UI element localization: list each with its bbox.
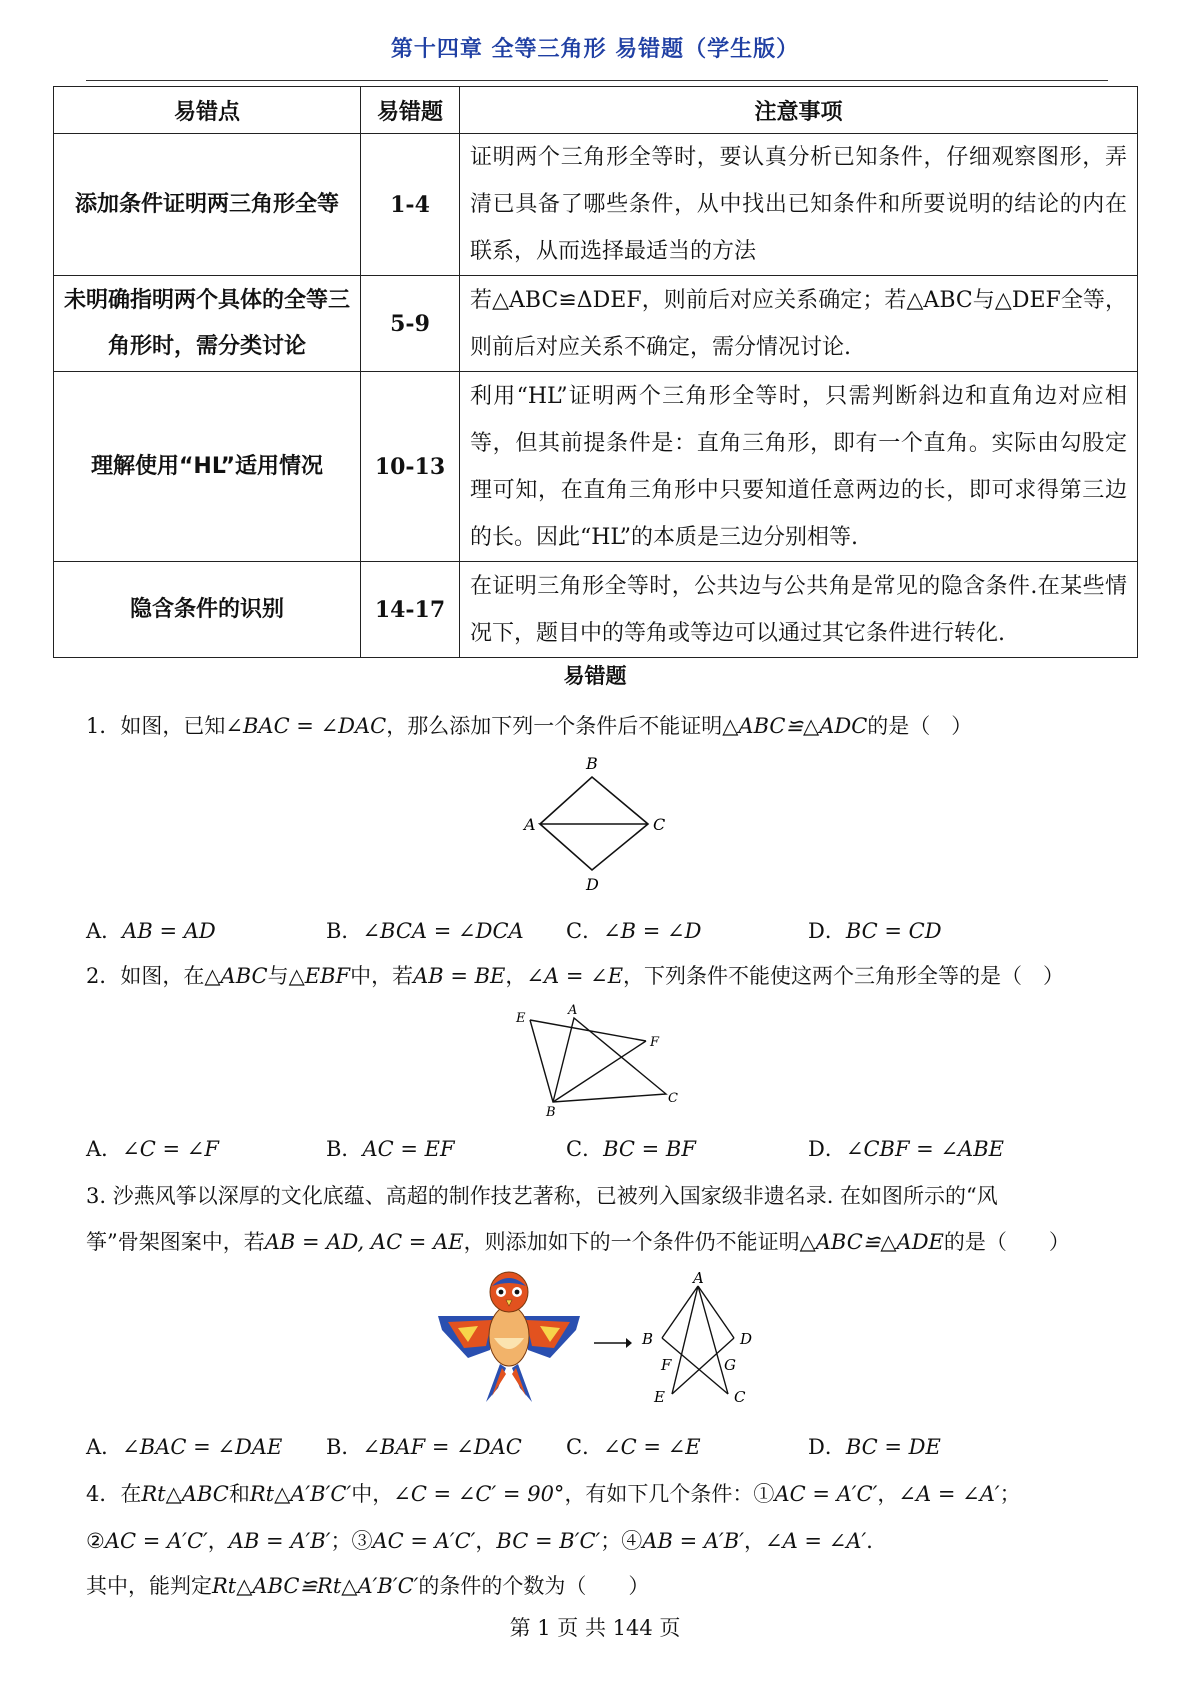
label-A: A [568,1003,578,1018]
q2-option-d[interactable]: D．∠CBF = ∠ABE [808,1137,1004,1161]
q1-option-d[interactable]: D．BC = CD [808,919,942,943]
page-title: 第十四章 全等三角形 易错题（学生版） [390,37,800,62]
row-range: 10-13 [361,372,460,562]
label-C: C [668,1091,678,1106]
label-A: A [524,815,536,834]
arrow-icon [592,1335,632,1351]
table-row [54,372,1138,562]
q1-option-c[interactable]: C．∠B = ∠D [566,919,702,943]
q3-option-a[interactable]: A．∠BAC = ∠DAE [86,1435,283,1459]
label-B: B [586,754,598,773]
label-C: C [653,815,666,834]
header-range: 易错题 [361,87,460,134]
q2-option-b[interactable]: B．AC = EF [326,1137,455,1161]
kite-illustration [434,1268,584,1406]
header-note: 注意事项 [460,87,1138,134]
label-D: D [740,1330,753,1348]
q4-stem-line3: 其中，能判定Rt△ABC≌Rt△A′B′C′的条件的个数为（ ） [86,1574,650,1598]
table-row [54,134,1138,276]
q3-figure [632,1272,762,1406]
header-point: 易错点 [54,87,361,134]
q1-option-a[interactable]: A．AB = AD [86,919,216,943]
q1-option-b[interactable]: B．∠BCA = ∠DCA [326,919,524,943]
label-C: C [734,1388,746,1406]
table-header-row [54,87,1138,134]
title-divider [86,80,1108,81]
row-range: 5-9 [361,276,460,372]
q2-stem: 2．如图，在△ABC与△EBF中，若AB = BE，∠A = ∠E，下列条件不能使这两个三角形全等的是（ ） [86,964,1065,988]
row-note: 若△ABC≌ΔDEF，则前后对应关系确定；若△ABC与△DEF全等，则前后对应关系不确定，需分情况讨论. [460,276,1138,372]
q1-figure [518,752,678,894]
q3-stem-line1: 3. 沙燕风筝以深厚的文化底蕴、高超的制作技艺著称，已被列入国家级非遗名录. 在如图所示的“风 [86,1184,998,1208]
page-footer: 第 1 页 共 144 页 [509,1616,681,1640]
label-E: E [654,1388,665,1406]
q3-option-b[interactable]: B．∠BAF = ∠DAC [326,1435,522,1459]
table-row [54,276,1138,372]
label-D: D [586,875,599,894]
q4-stem-line1: 4．在Rt△ABC和Rt△A′B′C′中，∠C = ∠C′ = 90°，有如下几个条件：①AC = A′C′，∠A = ∠A′； [86,1482,1021,1506]
label-A: A [693,1272,704,1287]
q2-option-c[interactable]: C．BC = BF [566,1137,696,1161]
row-point: 理解使用“HL”适用情况 [54,372,361,562]
q2-figure [510,1000,690,1118]
row-range: 1-4 [361,134,460,276]
row-point: 隐含条件的识别 [54,562,361,658]
label-F: F [650,1035,660,1050]
q3-option-d[interactable]: D．BC = DE [808,1435,941,1459]
row-note: 证明两个三角形全等时，要认真分析已知条件，仔细观察图形，弄清已具备了哪些条件，从中找出已知条件和所要说明的结论的内在联系，从而选择最适当的方法 [460,134,1138,276]
row-note: 利用“HL”证明两个三角形全等时，只需判断斜边和直角边对应相等，但其前提条件是：直角三角形，即有一个直角。实际由勾股定理可知，在直角三角形中只要知道任意两边的长，即可求得第三边的长。因此“HL”的本质是三边分别相等. [460,372,1138,562]
row-point: 未明确指明两个具体的全等三角形时，需分类讨论 [54,276,361,372]
q2-option-a[interactable]: A．∠C = ∠F [86,1137,219,1161]
row-point: 添加条件证明两三角形全等 [54,134,361,276]
label-B: B [546,1105,556,1118]
label-E: E [516,1011,526,1026]
row-note: 在证明三角形全等时，公共边与公共角是常见的隐含条件.在某些情况下，题目中的等角或等边可以通过其它条件进行转化. [460,562,1138,658]
row-range: 14-17 [361,562,460,658]
q1-stem: 1．如图，已知∠BAC = ∠DAC，那么添加下列一个条件后不能证明△ABC≌△ADC的是（ ） [86,714,973,738]
q4-stem-line2: ②AC = A′C′，AB = A′B′；③AC = A′C′，BC = B′C′；④AB = A′B′，∠A = ∠A′． [86,1529,888,1553]
label-F: F [661,1356,672,1374]
table-row [54,562,1138,658]
q3-option-c[interactable]: C．∠C = ∠E [566,1435,701,1459]
label-B: B [642,1330,654,1348]
label-G: G [724,1356,736,1374]
summary-table [53,86,1138,658]
section-title: 易错题 [563,664,627,688]
q3-stem-line2: 筝”骨架图案中，若AB = AD, AC = AE，则添加如下的一个条件仍不能证明△ABC≌△ADE的是（ ） [86,1230,1070,1254]
